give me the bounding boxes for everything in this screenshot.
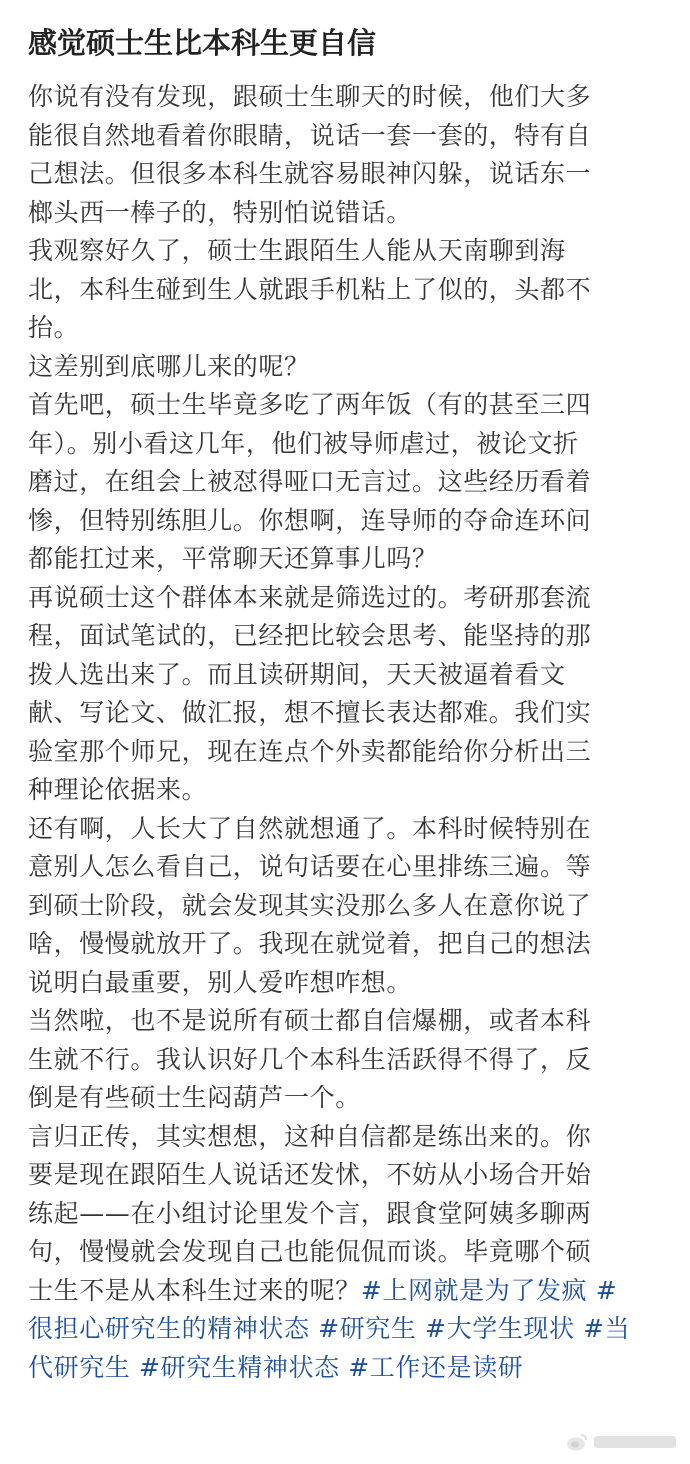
text-segment: 当然啦，也不是说所有硕士都自信爆棚，或者本科 xyxy=(28,1006,592,1035)
text-segment: 抬。 xyxy=(28,313,80,342)
text-segment: 北，本科生碰到生人就跟手机粘上了似的，头都不 xyxy=(28,274,592,304)
text-line xyxy=(28,617,662,656)
hashtag-link[interactable]: #上网就是为了发疯 # xyxy=(360,1275,618,1305)
text-line xyxy=(28,694,662,733)
text-line xyxy=(28,925,662,964)
text-line xyxy=(28,348,662,387)
text-segment: 首先吧，硕士生毕竟多吃了两年饭（有的甚至三四 xyxy=(28,390,592,419)
text-segment: 要是现在跟陌生人说话还发怵，不妨从小场合开始 xyxy=(28,1160,592,1189)
text-line xyxy=(28,579,662,618)
paragraph xyxy=(28,78,662,232)
paragraph xyxy=(28,386,662,579)
text-segment: 意别人怎么看自己，说句话要在心里排练三遍。等 xyxy=(28,852,592,881)
text-line xyxy=(28,117,662,156)
text-segment: 啥，慢慢就放开了。我现在就觉着，把自己的想法 xyxy=(28,929,592,958)
text-segment: 句，慢慢就会发现自己也能侃侃而谈。毕竟哪个硕 xyxy=(28,1237,592,1266)
text-line xyxy=(28,771,662,810)
watermark-handle xyxy=(594,1436,676,1448)
paragraph xyxy=(28,348,662,387)
text-segment: 这差别到底哪儿来的呢？ xyxy=(28,351,310,381)
text-line xyxy=(28,1118,662,1157)
paragraph xyxy=(28,579,662,810)
text-line xyxy=(28,1233,662,1272)
paragraph xyxy=(28,232,662,348)
text-line xyxy=(28,733,662,772)
text-segment: 生就不行。我认识好几个本科生活跃得不得了，反 xyxy=(28,1044,592,1074)
hashtag-link[interactable]: 代研究生 #研究生精神状态 #工作还是读研 xyxy=(28,1352,524,1382)
text-segment: 都能扛过来，平常聊天还算事儿吗？ xyxy=(28,544,438,573)
text-segment: 士生不是从本科生过来的呢？ xyxy=(28,1275,361,1305)
text-segment: 我观察好久了，硕士生跟陌生人能从天南聊到海 xyxy=(28,236,566,265)
text-line xyxy=(28,386,662,425)
text-line xyxy=(28,463,662,502)
text-line xyxy=(28,1079,662,1118)
text-line xyxy=(28,1156,662,1195)
text-line xyxy=(28,1310,662,1349)
text-line xyxy=(28,425,662,464)
text-segment: 能很自然地看着你眼睛，说话一套一套的，特有自 xyxy=(28,120,592,150)
text-line xyxy=(28,232,662,271)
text-line xyxy=(28,848,662,887)
text-line xyxy=(28,1041,662,1080)
text-segment: 磨过，在组会上被怼得哑口无言过。这些经历看着 xyxy=(28,467,592,496)
post xyxy=(28,22,662,1387)
text-line xyxy=(28,656,662,695)
text-line xyxy=(28,78,662,117)
text-segment: 惨，但特别练胆儿。你想啊，连导师的夺命连环问 xyxy=(28,505,592,535)
text-segment: 还有啊，人长大了自然就想通了。本科时候特别在 xyxy=(28,813,592,843)
text-segment: 练起——在小组讨论里发个言，跟食堂阿姨多聊两 xyxy=(28,1198,592,1228)
post-body xyxy=(28,78,662,1387)
text-segment: 程，面试笔试的，已经把比较会思考、能坚持的那 xyxy=(28,621,592,650)
text-segment: 倒是有些硕士生闷葫芦一个。 xyxy=(28,1083,361,1112)
text-line xyxy=(28,1349,662,1388)
text-segment: 验室那个师兄，现在连点个外卖都能给你分析出三 xyxy=(28,736,592,766)
text-segment: 拨人选出来了。而且读研期间，天天被逼着看文 xyxy=(28,659,566,689)
post-title: 感觉硕士生比本科生更自信 xyxy=(28,26,377,60)
hashtag-link[interactable]: 很担心研究生的精神状态 #研究生 #大学生现状 #当 xyxy=(28,1314,631,1343)
text-segment: 说明白最重要，别人爱咋想咋想。 xyxy=(28,967,413,997)
paragraph xyxy=(28,1002,662,1118)
text-line xyxy=(28,540,662,579)
text-segment: 言归正传，其实想想，这种自信都是练出来的。你 xyxy=(28,1121,592,1151)
text-segment: 你说有没有发现，跟硕士生聊天的时候，他们大多 xyxy=(28,82,592,111)
text-segment: 己想法。但很多本科生就容易眼神闪躲，说话东一 xyxy=(28,159,592,188)
text-line xyxy=(28,502,662,541)
text-line xyxy=(28,271,662,310)
text-segment: 年）。别小看这几年，他们被导师虐过，被论文折 xyxy=(28,428,579,458)
text-segment: 献、写论文、做汇报，想不擅长表达都难。我们实 xyxy=(28,698,592,727)
paragraph xyxy=(28,1118,662,1388)
text-segment: 榔头西一棒子的，特别怕说错话。 xyxy=(28,197,413,227)
text-line xyxy=(28,810,662,849)
text-segment: 再说硕士这个群体本来就是筛选过的。考研那套流 xyxy=(28,582,592,612)
paragraph xyxy=(28,810,662,1003)
text-segment: 到硕士阶段，就会发现其实没那么多人在意你说了 xyxy=(28,890,592,920)
text-segment: 种理论依据来。 xyxy=(28,775,208,804)
text-line xyxy=(28,887,662,926)
text-line xyxy=(28,1272,662,1311)
text-line xyxy=(28,964,662,1003)
watermark xyxy=(566,1432,676,1452)
text-line xyxy=(28,1002,662,1041)
text-line xyxy=(28,194,662,233)
text-line xyxy=(28,155,662,194)
weibo-logo-icon xyxy=(566,1432,588,1452)
text-line xyxy=(28,1195,662,1234)
text-line xyxy=(28,309,662,348)
